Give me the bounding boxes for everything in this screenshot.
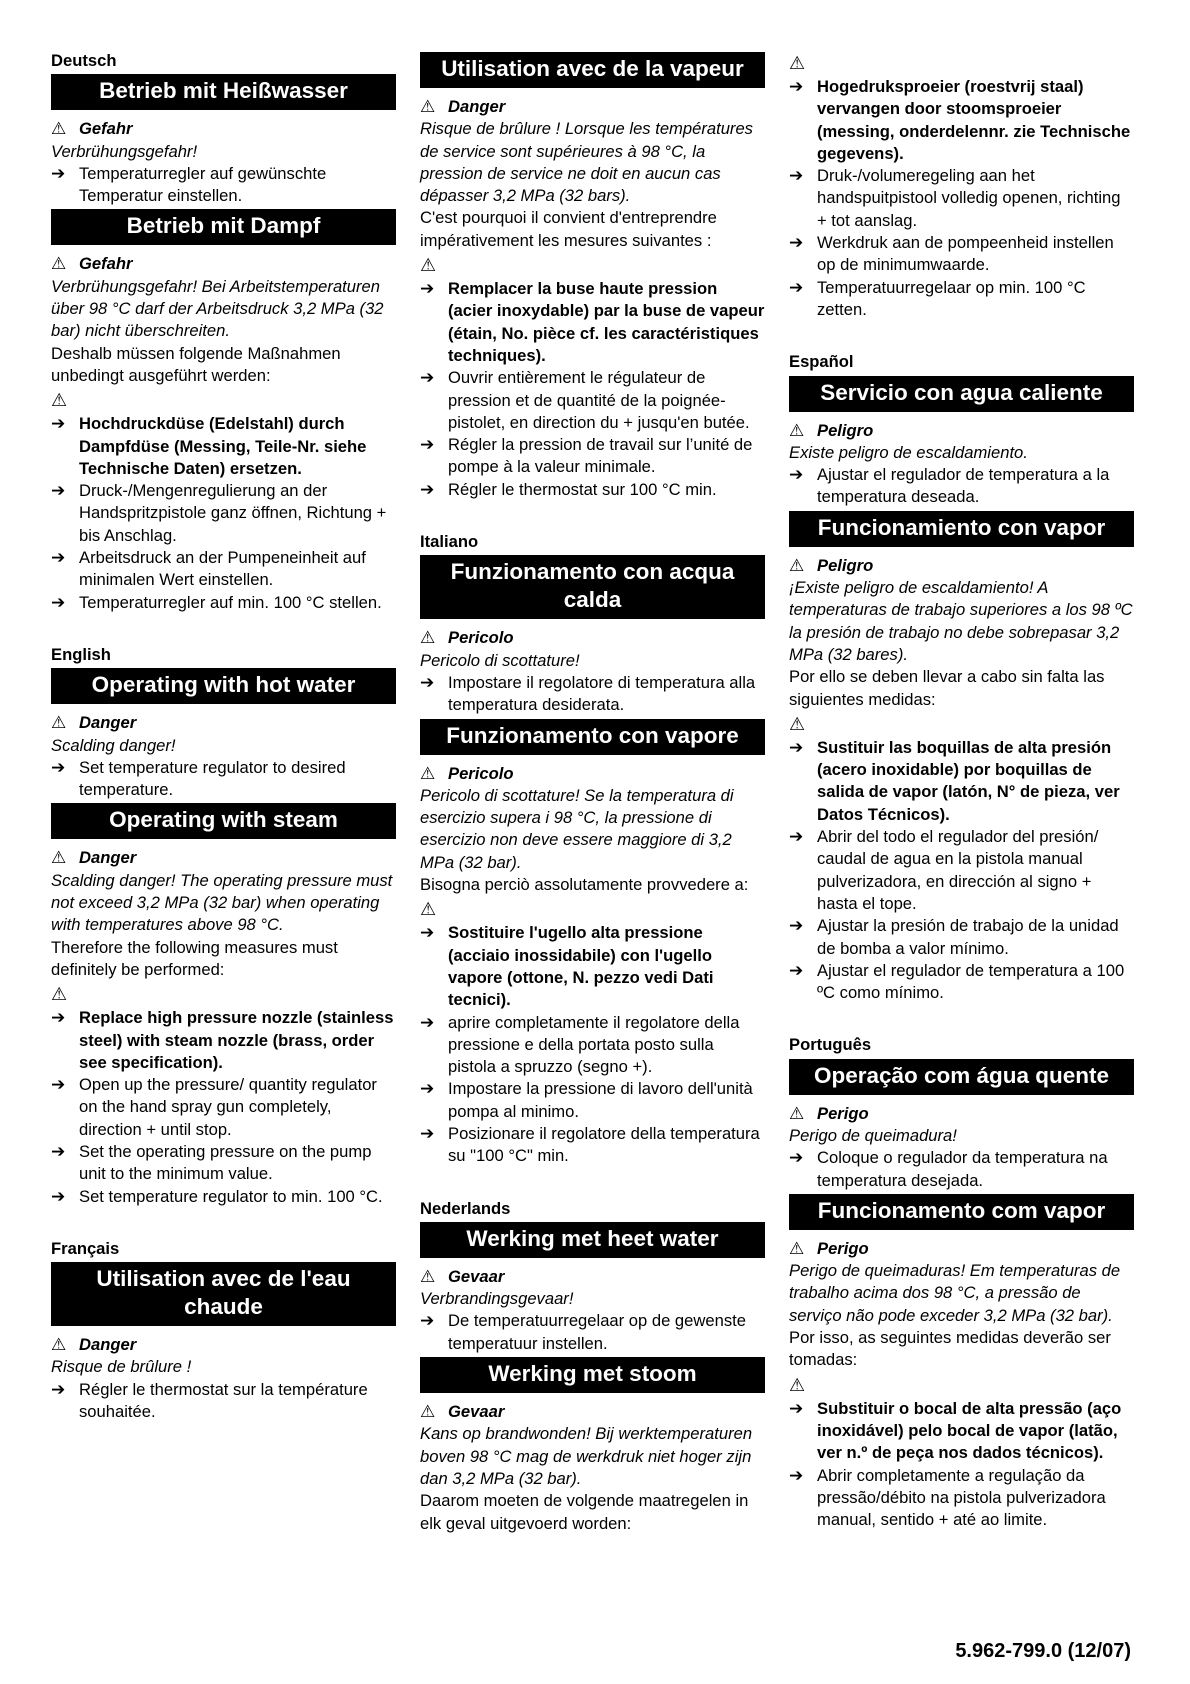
warning-triangle-icon: ⚠ bbox=[51, 390, 68, 411]
language-heading: Français bbox=[51, 1238, 120, 1258]
instruction-step bbox=[789, 165, 1134, 232]
warning-text: Verbrühungsgefahr! bbox=[51, 141, 198, 161]
warning-heading bbox=[420, 1266, 765, 1288]
column-3 bbox=[789, 50, 1134, 1531]
step-text: Set temperature regulator to min. 100 °C. bbox=[79, 1186, 383, 1206]
section-title: Operação com água quente bbox=[789, 1059, 1134, 1095]
section-title: Werking met heet water bbox=[420, 1222, 765, 1258]
paragraph: C'est pourquoi il convient d'entreprendre impérativement les mesures suivantes : bbox=[420, 208, 717, 250]
warning-triangle-icon: ⚠ bbox=[789, 53, 806, 73]
instruction-step bbox=[789, 826, 1134, 915]
step-text: Régler le thermostat sur la température souhaitée. bbox=[79, 1379, 368, 1422]
warning-triangle-icon: ⚠ bbox=[51, 848, 67, 868]
step-text: Régler la pression de travail sur l’unité de pompe à la valeur minimale. bbox=[448, 435, 753, 477]
step-text: Impostare la pressione di lavoro dell'unità pompa al minimo. bbox=[448, 1079, 753, 1121]
step-text: Sustituir las boquillas de alta presión (acero inoxidable) por boquillas de salida de vapor (latón, N° de pieza, ver Datos Técnicos). bbox=[817, 737, 1120, 824]
arrow-right-icon: ➔ bbox=[420, 368, 435, 388]
warning-triangle-icon: ⚠ bbox=[420, 255, 437, 276]
warning-label: Perigo bbox=[817, 1238, 869, 1258]
warning-text: Existe peligro de escaldamiento. bbox=[789, 442, 1028, 462]
arrow-right-icon: ➔ bbox=[789, 960, 804, 980]
arrow-right-icon: ➔ bbox=[51, 481, 66, 501]
instruction-step bbox=[420, 922, 765, 1011]
arrow-right-icon: ➔ bbox=[420, 923, 435, 943]
arrow-right-icon: ➔ bbox=[51, 1008, 66, 1028]
arrow-right-icon: ➔ bbox=[789, 233, 804, 253]
section-title: Utilisation avec de l'eau chaude bbox=[51, 1262, 396, 1326]
step-text: Werkdruk aan de pompeenheid instellen op de minimumwaarde. bbox=[817, 233, 1114, 275]
warning-heading bbox=[51, 118, 396, 140]
warning-label: Gevaar bbox=[448, 1266, 505, 1286]
warning-text: Pericolo di scottature! Se la temperatura di esercizio supera i 98 °C, la pressione di esercizio non deve essere maggiore di 3,2 MPa (32 bar). bbox=[420, 785, 734, 872]
arrow-right-icon: ➔ bbox=[420, 435, 435, 455]
arrow-right-icon: ➔ bbox=[789, 1148, 804, 1168]
section-title: Werking met stoom bbox=[420, 1357, 765, 1393]
instruction-step bbox=[420, 672, 765, 717]
warning-text: Risque de brûlure ! Lorsque les températures de service sont supérieures à 98 °C, la pression de service ne doit en aucun cas dépasser 3,2 MPa (32 bars). bbox=[420, 119, 753, 206]
step-text: Druk-/volumeregeling aan het handspuitpistool volledig openen, richting + tot aanslag. bbox=[817, 166, 1121, 230]
instruction-step bbox=[51, 547, 396, 592]
warning-triangle-icon: ⚠ bbox=[51, 984, 68, 1005]
warning-heading bbox=[420, 627, 765, 649]
step-text: Substituir o bocal de alta pressão (aço inoxidável) pelo bocal de vapor (latão, ver n.º de peça nos dados técnicos). bbox=[817, 1398, 1122, 1463]
arrow-right-icon: ➔ bbox=[789, 916, 804, 936]
warning-text: ¡Existe peligro de escaldamiento! A temperaturas de trabajo superiores a los 98 ºC la presión de trabajo no debe sobrepasar 3,2 MPa (32 bares). bbox=[789, 578, 1133, 664]
warning-heading bbox=[420, 763, 765, 785]
step-text: Set the operating pressure on the pump unit to the minimum value. bbox=[79, 1141, 372, 1184]
instruction-step bbox=[51, 1007, 396, 1074]
warning-label: Danger bbox=[79, 848, 137, 868]
instruction-step bbox=[420, 479, 765, 501]
arrow-right-icon: ➔ bbox=[420, 479, 435, 499]
step-text: Temperaturregler auf min. 100 °C stellen. bbox=[79, 592, 382, 612]
arrow-right-icon: ➔ bbox=[420, 1079, 435, 1099]
instruction-step bbox=[51, 413, 396, 480]
instruction-step bbox=[51, 592, 396, 614]
warning-triangle-icon: ⚠ bbox=[420, 1402, 436, 1422]
section-title: Funcionamento com vapor bbox=[789, 1194, 1134, 1230]
warning-text: Scalding danger! bbox=[51, 735, 176, 755]
instruction-step bbox=[51, 757, 396, 802]
arrow-right-icon: ➔ bbox=[51, 163, 66, 183]
warning-triangle-icon: ⚠ bbox=[789, 1103, 805, 1123]
step-text: Abrir del todo el regulador del presión/ caudal de agua en la pistola manual pulverizadora, en dirección al signo + hasta el tope. bbox=[817, 827, 1099, 913]
language-heading: Español bbox=[789, 352, 854, 372]
arrow-right-icon: ➔ bbox=[51, 1186, 66, 1206]
arrow-right-icon: ➔ bbox=[51, 414, 66, 434]
language-heading: Nederlands bbox=[420, 1198, 511, 1218]
section-title: Funcionamiento con vapor bbox=[789, 511, 1134, 547]
step-text: Ajustar el regulador de temperatura a la temperatura deseada. bbox=[817, 465, 1110, 507]
warning-triangle-icon: ⚠ bbox=[51, 1335, 67, 1355]
warning-label: Peligro bbox=[817, 420, 874, 440]
instruction-step bbox=[789, 76, 1134, 165]
step-text: Posizionare il regolatore della temperatura su "100 °C" min. bbox=[448, 1123, 760, 1166]
language-heading: English bbox=[51, 644, 111, 664]
instruction-step bbox=[51, 1074, 396, 1141]
step-text: Ajustar el regulador de temperatura a 100 ºC como mínimo. bbox=[817, 960, 1125, 1003]
warning-heading bbox=[51, 253, 396, 275]
section-title: Funzionamento con vapore bbox=[420, 719, 765, 755]
arrow-right-icon: ➔ bbox=[420, 1123, 435, 1143]
arrow-right-icon: ➔ bbox=[51, 1075, 66, 1095]
warning-heading bbox=[420, 96, 765, 118]
arrow-right-icon: ➔ bbox=[51, 592, 66, 612]
arrow-right-icon: ➔ bbox=[51, 1141, 66, 1161]
instruction-step bbox=[789, 464, 1134, 509]
warning-triangle-icon: ⚠ bbox=[789, 420, 805, 440]
warning-heading bbox=[789, 1103, 1134, 1125]
instruction-step bbox=[789, 915, 1134, 960]
warning-label: Pericolo bbox=[448, 628, 514, 648]
section-title: Servicio con agua caliente bbox=[789, 376, 1134, 412]
step-text: De temperatuurregelaar op de gewenste temperatuur instellen. bbox=[448, 1311, 746, 1353]
warning-heading bbox=[420, 1401, 765, 1423]
section-title: Operating with hot water bbox=[51, 668, 396, 704]
step-text: Sostituire l'ugello alta pressione (acciaio inossidabile) con l'ugello vapore (ottone, N. pezzo vedi Dati tecnici). bbox=[448, 923, 714, 1010]
warning-text: Verbrühungsgefahr! Bei Arbeitstemperaturen über 98 °C darf der Arbeitsdruck 3,2 MPa (32 bar) nicht überschreiten. bbox=[51, 276, 384, 341]
arrow-right-icon: ➔ bbox=[420, 1311, 435, 1331]
instruction-step bbox=[789, 277, 1134, 322]
arrow-right-icon: ➔ bbox=[789, 77, 804, 96]
warning-triangle-icon: ⚠ bbox=[789, 1238, 805, 1258]
step-text: aprire completamente il regolatore della pressione e della portata posto sulla pistola a spruzzo (segno +). bbox=[448, 1012, 740, 1077]
warning-triangle-icon: ⚠ bbox=[51, 119, 67, 139]
arrow-right-icon: ➔ bbox=[420, 279, 435, 299]
warning-heading bbox=[789, 555, 1134, 577]
warning-triangle-icon: ⚠ bbox=[51, 713, 67, 733]
arrow-right-icon: ➔ bbox=[420, 672, 435, 692]
instruction-step bbox=[420, 1310, 765, 1355]
arrow-right-icon: ➔ bbox=[789, 1398, 804, 1418]
column-2 bbox=[420, 50, 765, 1535]
column-1 bbox=[51, 50, 396, 1423]
step-text: Temperaturregler auf gewünschte Temperatur einstellen. bbox=[79, 163, 327, 206]
paragraph: Por isso, as seguintes medidas deverão ser tomadas: bbox=[789, 1328, 1111, 1370]
warning-triangle-icon: ⚠ bbox=[789, 1374, 806, 1395]
warning-text: Kans op brandwonden! Bij werktemperaturen boven 98 °C mag de werkdruk niet hoger zijn dan 3,2 MPa (32 bar). bbox=[420, 1424, 753, 1488]
arrow-right-icon: ➔ bbox=[789, 1465, 804, 1485]
warning-text: Pericolo di scottature! bbox=[420, 650, 580, 670]
section-title: Operating with steam bbox=[51, 803, 396, 839]
arrow-right-icon: ➔ bbox=[51, 1379, 66, 1399]
step-text: Set temperature regulator to desired temperature. bbox=[79, 757, 346, 800]
instruction-step bbox=[789, 1465, 1134, 1532]
arrow-right-icon: ➔ bbox=[420, 1012, 435, 1032]
step-text: Impostare il regolatore di temperatura alla temperatura desiderata. bbox=[448, 672, 756, 715]
warning-triangle-icon: ⚠ bbox=[789, 555, 805, 575]
step-text: Arbeitsdruck an der Pumpeneinheit auf minimalen Wert einstellen. bbox=[79, 548, 366, 590]
warning-triangle-icon: ⚠ bbox=[789, 713, 806, 734]
warning-triangle-icon: ⚠ bbox=[420, 899, 437, 920]
warning-text: Perigo de queimaduras! Em temperaturas de trabalho acima dos 98 °C, a pressão de serviço não pode exceder 3,2 MPa (32 bar). bbox=[789, 1261, 1121, 1325]
paragraph: Bisogna perciò assolutamente provvedere a: bbox=[420, 875, 749, 895]
warning-label: Perigo bbox=[817, 1103, 869, 1123]
section-title: Funzionamento con acqua calda bbox=[420, 555, 765, 619]
step-text: Open up the pressure/ quantity regulator on the hand spray gun completely, direction + until stop. bbox=[79, 1075, 377, 1139]
paragraph: Therefore the following measures must definitely be performed: bbox=[51, 937, 338, 979]
step-text: Hogedruksproeier (roestvrij staal) vervangen door stoomsproeier (messing, onderdelennr. zie Technische gegevens). bbox=[817, 77, 1131, 163]
warning-triangle-icon: ⚠ bbox=[420, 97, 436, 116]
warning-label: Danger bbox=[79, 1335, 137, 1355]
arrow-right-icon: ➔ bbox=[789, 166, 804, 186]
instruction-step bbox=[789, 737, 1134, 826]
language-heading: Italiano bbox=[420, 532, 479, 552]
arrow-right-icon: ➔ bbox=[51, 548, 66, 568]
warning-triangle-icon: ⚠ bbox=[51, 254, 67, 274]
warning-heading bbox=[51, 1334, 396, 1356]
language-heading: Deutsch bbox=[51, 51, 117, 70]
instruction-step bbox=[420, 367, 765, 434]
instruction-step bbox=[420, 1012, 765, 1079]
warning-text: Verbrandingsgevaar! bbox=[420, 1289, 574, 1309]
warning-text: Perigo de queimadura! bbox=[789, 1125, 957, 1145]
warning-label: Danger bbox=[448, 97, 506, 116]
instruction-step bbox=[420, 278, 765, 367]
warning-label: Gefahr bbox=[79, 119, 133, 139]
instruction-step bbox=[420, 1078, 765, 1123]
instruction-step bbox=[51, 1141, 396, 1186]
step-text: Coloque o regulador da temperatura na temperatura desejada. bbox=[817, 1148, 1108, 1190]
warning-label: Peligro bbox=[817, 555, 874, 575]
section-title: Betrieb mit Heißwasser bbox=[51, 74, 396, 110]
instruction-step bbox=[789, 1398, 1134, 1465]
instruction-step bbox=[420, 434, 765, 479]
instruction-step bbox=[420, 1123, 765, 1168]
warning-label: Danger bbox=[79, 713, 137, 733]
step-text: Régler le thermostat sur 100 °C min. bbox=[448, 479, 717, 499]
warning-label: Gevaar bbox=[448, 1402, 505, 1422]
step-text: Replace high pressure nozzle (stainless steel) with steam nozzle (brass, order see specification). bbox=[79, 1008, 394, 1072]
instruction-step bbox=[51, 163, 396, 208]
document-code: 5.962-799.0 (12/07) bbox=[955, 1640, 1131, 1662]
warning-heading bbox=[789, 420, 1134, 442]
warning-heading bbox=[789, 1238, 1134, 1260]
paragraph: Por ello se deben llevar a cabo sin falta las siguientes medidas: bbox=[789, 667, 1105, 709]
instruction-step bbox=[789, 1147, 1134, 1192]
instruction-step bbox=[789, 232, 1134, 277]
instruction-step bbox=[51, 1379, 396, 1424]
arrow-right-icon: ➔ bbox=[789, 465, 804, 485]
step-text: Hochdruckdüse (Edelstahl) durch Dampfdüse (Messing, Teile-Nr. siehe Technische Daten) ersetzen. bbox=[79, 414, 367, 478]
paragraph: Daarom moeten de volgende maatregelen in elk geval uitgevoerd worden: bbox=[420, 1491, 749, 1533]
warning-triangle-icon: ⚠ bbox=[420, 763, 436, 783]
step-text: Temperatuurregelaar op min. 100 °C zetten. bbox=[817, 277, 1086, 319]
arrow-right-icon: ➔ bbox=[789, 277, 804, 297]
arrow-right-icon: ➔ bbox=[789, 827, 804, 847]
warning-label: Gefahr bbox=[79, 254, 133, 274]
arrow-right-icon: ➔ bbox=[51, 757, 66, 777]
instruction-step bbox=[51, 480, 396, 547]
step-text: Remplacer la buse haute pression (acier inoxydable) par la buse de vapeur (étain, No. pièce cf. les caractéristiques techniques). bbox=[448, 279, 765, 365]
warning-label: Pericolo bbox=[448, 763, 514, 783]
instruction-step bbox=[51, 1186, 396, 1208]
section-title: Betrieb mit Dampf bbox=[51, 209, 396, 245]
step-text: Abrir completamente a regulação da pressão/débito na pistola pulverizadora manual, sentido + até ao limite. bbox=[817, 1465, 1106, 1530]
language-heading: Português bbox=[789, 1035, 872, 1055]
section-title: Utilisation avec de la vapeur bbox=[420, 52, 765, 88]
warning-triangle-icon: ⚠ bbox=[420, 1266, 436, 1286]
paragraph: Deshalb müssen folgende Maßnahmen unbedingt ausgeführt werden: bbox=[51, 343, 341, 385]
step-text: Druck-/Mengenregulierung an der Handspritzpistole ganz öffnen, Richtung + bis Anschlag. bbox=[79, 481, 387, 545]
step-text: Ajustar la presión de trabajo de la unidad de bomba a valor mínimo. bbox=[817, 916, 1119, 958]
warning-heading bbox=[51, 712, 396, 734]
arrow-right-icon: ➔ bbox=[789, 737, 804, 757]
warning-text: Scalding danger! The operating pressure must not exceed 3,2 MPa (32 bar) when operating with temperatures above 98 °C. bbox=[51, 870, 393, 935]
warning-heading bbox=[51, 847, 396, 869]
warning-triangle-icon: ⚠ bbox=[420, 628, 436, 648]
warning-text: Risque de brûlure ! bbox=[51, 1357, 192, 1377]
instruction-step bbox=[789, 960, 1134, 1005]
step-text: Ouvrir entièrement le régulateur de pression et de quantité de la poignée-pistolet, en direction du + jusqu'en butée. bbox=[448, 368, 750, 432]
